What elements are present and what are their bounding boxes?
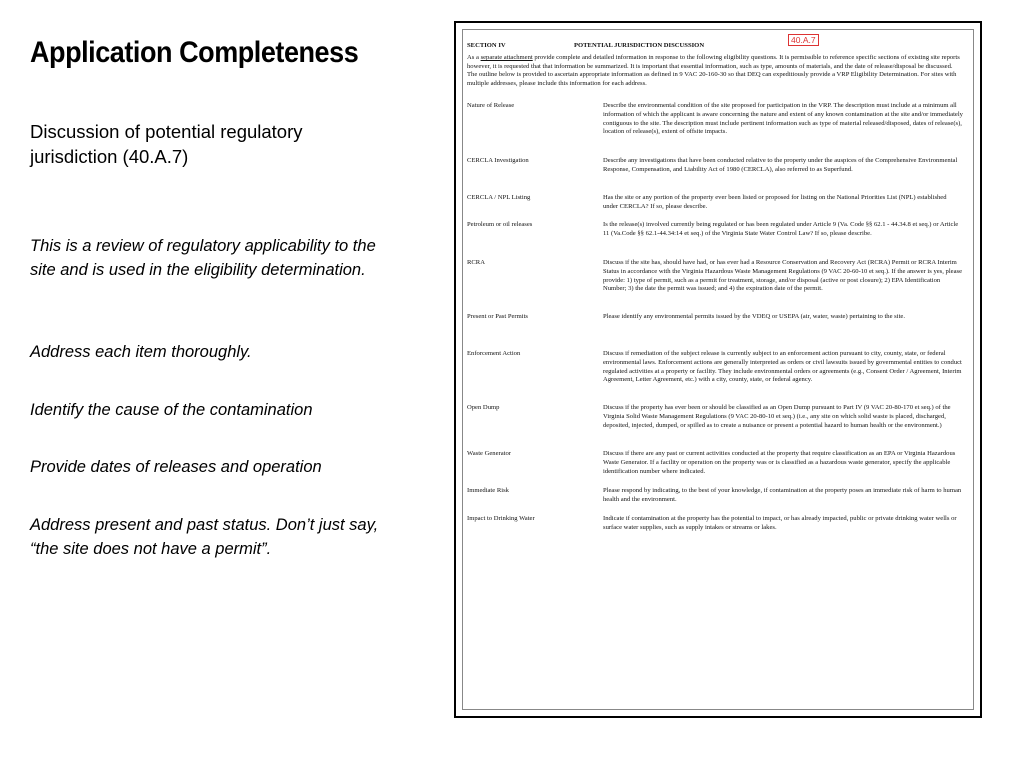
requirement-label: Present or Past Permits [467, 313, 528, 321]
requirement-text: Discuss if the property has ever been or should be classified as an Open Dump pursuant to Part IV (9 VAC 20-80-170 et seq.) of the Virginia Solid Waste Management Regulations (9 VAC 20-80-10 et seq.) (i.e., any site on which solid waste is placed, discharged, deposited, injected, dumped, or spilled as to create a nuisance or present a potential hazard to human health or the environment.) [603, 404, 951, 429]
requirement-text: Discuss if there are any past or current activities conducted at the property that require classification as an EPA or Virginia Hazardous Waste Generator. If a facility or operation on the property was or is classified as a hazardous waste generator, specify the applicable identification number where indicated. [603, 450, 956, 475]
slide-subheading: Discussion of potential regulatory jurisdiction (40.A.7) [30, 121, 303, 167]
requirement-label: Impact to Drinking Water [467, 515, 535, 523]
document-image-frame [454, 21, 982, 718]
guidance-note: This is a review of regulatory applicability to the site and is used in the eligibility determination. [30, 237, 376, 279]
requirement-label: CERCLA / NPL Listing [467, 194, 531, 202]
document-page [462, 29, 974, 710]
requirement-text: Describe any investigations that have been conducted relative to the property under the auspices of the Comprehensive Environmental Response, Compensation, and Liability Act of 1980 (CERCLA), also referred to as Superfund. [603, 157, 958, 173]
requirement-label: CERCLA Investigation [467, 157, 529, 165]
requirement-label: Waste Generator [467, 450, 511, 458]
document-section: SECTION IV [467, 42, 506, 49]
intro-prefix: As a [467, 54, 479, 61]
slide-title: Application Completeness [30, 36, 359, 69]
reference-badge: 40.A.7 [788, 34, 819, 46]
requirement-text: Please respond by indicating, to the best of your knowledge, if contamination at the property poses an immediate risk of harm to human health and the environment. [603, 487, 962, 503]
guidance-note: Identify the cause of the contamination [30, 401, 313, 419]
document-intro [467, 54, 963, 88]
document-heading: POTENTIAL JURISDICTION DISCUSSION [574, 42, 705, 49]
requirement-text: Has the site or any portion of the property ever been listed or proposed for listing on the National Priorities List (NPL) established under CERCLA? If so, please describe. [603, 194, 947, 210]
guidance-note: Address each item thoroughly. [30, 343, 252, 361]
requirement-text: Discuss if the site has, should have had, or has ever had a Resource Conservation and Recovery Act (RCRA) Permit or RCRA Interim Status in accordance with the Virginia Hazardous Waste Management Regulations (9 VAC 20-60-10 et seq.). If the answer is yes, please provide: 1) type of permit, such as a permit for treatment, storage, and/or disposal (active or post closure); 2) EPA Identification Number; 3) the date the permit was issued; and 4) the expiration date of the permit. [603, 259, 963, 293]
requirement-label: RCRA [467, 259, 485, 267]
guidance-note: Provide dates of releases and operation [30, 458, 322, 476]
intro-body: provide complete and detailed information in response to the following eligibility questions. It is permissible to reference specific sections of existing site reports however, it is requested that that information be summarized. It is important that essential information, such as type, amounts of materials, and the date of release/disposal be discussed. The outline below is provided to ascertain appropriate information as defined in 9 VAC 20-160-30 so that DEQ can expeditiously provide a VRP Eligibility Determination. For sites with multiple addresses, please include this information for each address. [467, 54, 960, 87]
requirement-label: Open Dump [467, 404, 500, 412]
requirement-text: Describe the environmental condition of the site proposed for participation in the VRP. The description must include at a minimum all information of which the applicant is aware concerning the nature and extent of any known contamination at the site and/or immediately contiguous to the site. The description must include pertinent information such as type of material released/disposed, dates of release(s), location of release(s), extent of offsite impacts. [603, 102, 963, 136]
requirement-label: Nature of Release [467, 102, 515, 110]
requirement-label: Immediate Risk [467, 487, 509, 495]
requirement-text: Discuss if remediation of the subject release is currently subject to an enforcement action pursuant to city, county, state, or federal environmental laws. Enforcement actions are generally interpreted as orders or civil lawsuits issued by governmental entities to conduct regulated activities at a property or facility. They include environmental orders or agreements (e.g., Consent Order / Agreement, Interim Agreement, Letter Agreement, etc.) with a city, county, state, or federal agency. [603, 350, 962, 384]
guidance-note: Address present and past status. Don’t just say, “the site does not have a permit”. [30, 516, 379, 558]
requirement-text: Is the release(s) involved currently being regulated or has been regulated under Article 9 (Va. Code §§ 62.1 - 44.34.8 et seq.) or Article 11 (Va.Code §§ 62.1-44.34:14 et seq.) of the Virginia State Water Control Law? If so, please describe. [603, 221, 959, 237]
requirement-text: Indicate if contamination at the property has the potential to impact, or has already impacted, public or private drinking water wells or surface water supplies, such as supply intakes or streams or lakes. [603, 515, 957, 531]
requirement-label: Enforcement Action [467, 350, 521, 358]
intro-link: separate attachment [480, 54, 533, 61]
requirement-label: Petroleum or oil releases [467, 221, 533, 229]
document-header [467, 35, 967, 52]
document-content [467, 35, 967, 531]
requirement-text: Please identify any environmental permits issued by the VDEQ or USEPA (air, water, waste) pertaining to the site. [603, 313, 905, 321]
